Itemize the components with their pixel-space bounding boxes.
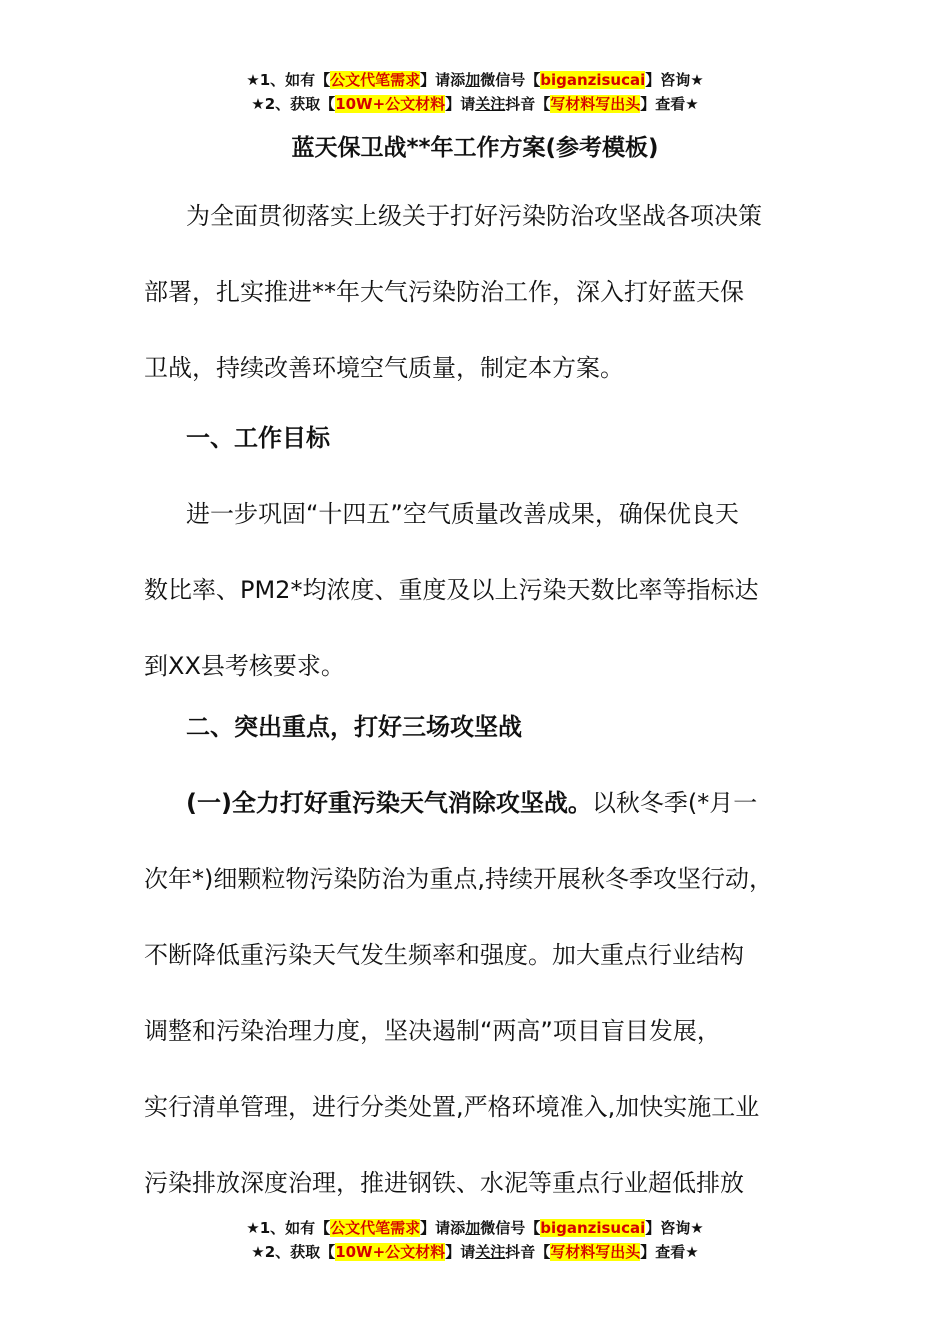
banner-underline: 加 bbox=[465, 71, 481, 89]
section-heading: 一、工作目标 bbox=[186, 424, 330, 452]
banner-text: 】请 bbox=[445, 1243, 476, 1261]
banner-text: ★2、获取【 bbox=[251, 95, 336, 113]
text-line: 次年*)细颗粒物污染防治为重点,持续开展秋冬季攻坚行动， bbox=[144, 865, 773, 893]
banner-text: 】咨询★ bbox=[645, 71, 704, 89]
banner-text: ★1、如有【 bbox=[246, 1219, 331, 1237]
banner-underline: 关注 bbox=[475, 95, 506, 113]
banner-wechat-id: biganzisucai bbox=[540, 1219, 646, 1237]
text-line: 进一步巩固“十四五”空气质量改善成果，确保优良天 bbox=[186, 500, 739, 528]
text-line: 实行清单管理，进行分类处置,严格环境准入,加快实施工业 bbox=[144, 1093, 760, 1121]
banner-text: 微信号【 bbox=[480, 71, 541, 89]
text-line: 调整和污染治理力度，坚决遏制“两高”项目盲目发展， bbox=[144, 1017, 721, 1045]
text-run: 以秋冬季(*月一 bbox=[591, 789, 758, 817]
banner-text: 抖音【 bbox=[505, 95, 551, 113]
banner-highlight: 公文代笔需求 bbox=[330, 1219, 421, 1237]
section-1 bbox=[144, 400, 814, 704]
banner-highlight: 公文代笔需求 bbox=[330, 71, 421, 89]
banner-douyin-id: 写材料写出头 bbox=[550, 95, 641, 113]
banner-douyin-id: 写材料写出头 bbox=[550, 1243, 641, 1261]
banner-text: ★2、获取【 bbox=[251, 1243, 336, 1261]
text-line: 为全面贯彻落实上级关于打好污染防治攻坚战各项决策 bbox=[186, 202, 762, 230]
banner-wechat-id: biganzisucai bbox=[540, 71, 646, 89]
banner-text: 】查看★ bbox=[640, 95, 699, 113]
header-banner bbox=[0, 68, 950, 116]
banner-line-1 bbox=[0, 1216, 950, 1240]
banner-highlight: 10W+公文材料 bbox=[335, 1243, 446, 1261]
text-line: 部署，扎实推进**年大气污染防治工作，深入打好蓝天保 bbox=[144, 278, 744, 306]
banner-text: ★1、如有【 bbox=[246, 71, 331, 89]
section-2 bbox=[144, 689, 814, 1221]
banner-text: 】查看★ bbox=[640, 1243, 699, 1261]
text-line: 到XX县考核要求。 bbox=[144, 652, 345, 680]
subsection-first-line bbox=[144, 765, 814, 841]
banner-text: 】请 bbox=[445, 95, 476, 113]
banner-underline: 加 bbox=[465, 1219, 481, 1237]
banner-text: 】请添 bbox=[420, 71, 466, 89]
banner-highlight: 10W+公文材料 bbox=[335, 95, 446, 113]
document-title: 蓝天保卫战**年工作方案(参考模板) bbox=[291, 135, 659, 161]
intro-paragraph bbox=[144, 178, 814, 406]
text-line: 不断降低重污染天气发生频率和强度。加大重点行业结构 bbox=[144, 941, 744, 969]
footer-banner bbox=[0, 1216, 950, 1264]
banner-underline: 关注 bbox=[475, 1243, 506, 1261]
banner-line-1 bbox=[0, 68, 950, 92]
banner-line-2 bbox=[0, 92, 950, 116]
text-line: 卫战，持续改善环境空气质量，制定本方案。 bbox=[144, 354, 624, 382]
banner-text: 抖音【 bbox=[505, 1243, 551, 1261]
section-heading: 二、突出重点，打好三场攻坚战 bbox=[186, 713, 522, 741]
subsection-heading: (一)全力打好重污染天气消除攻坚战。 bbox=[186, 789, 592, 817]
banner-text: 微信号【 bbox=[480, 1219, 541, 1237]
banner-text: 】咨询★ bbox=[645, 1219, 704, 1237]
text-line: 污染排放深度治理，推进钢铁、水泥等重点行业超低排放 bbox=[144, 1169, 744, 1197]
banner-line-2 bbox=[0, 1240, 950, 1264]
banner-text: 】请添 bbox=[420, 1219, 466, 1237]
text-line: 数比率、PM2*均浓度、重度及以上污染天数比率等指标达 bbox=[144, 576, 759, 604]
